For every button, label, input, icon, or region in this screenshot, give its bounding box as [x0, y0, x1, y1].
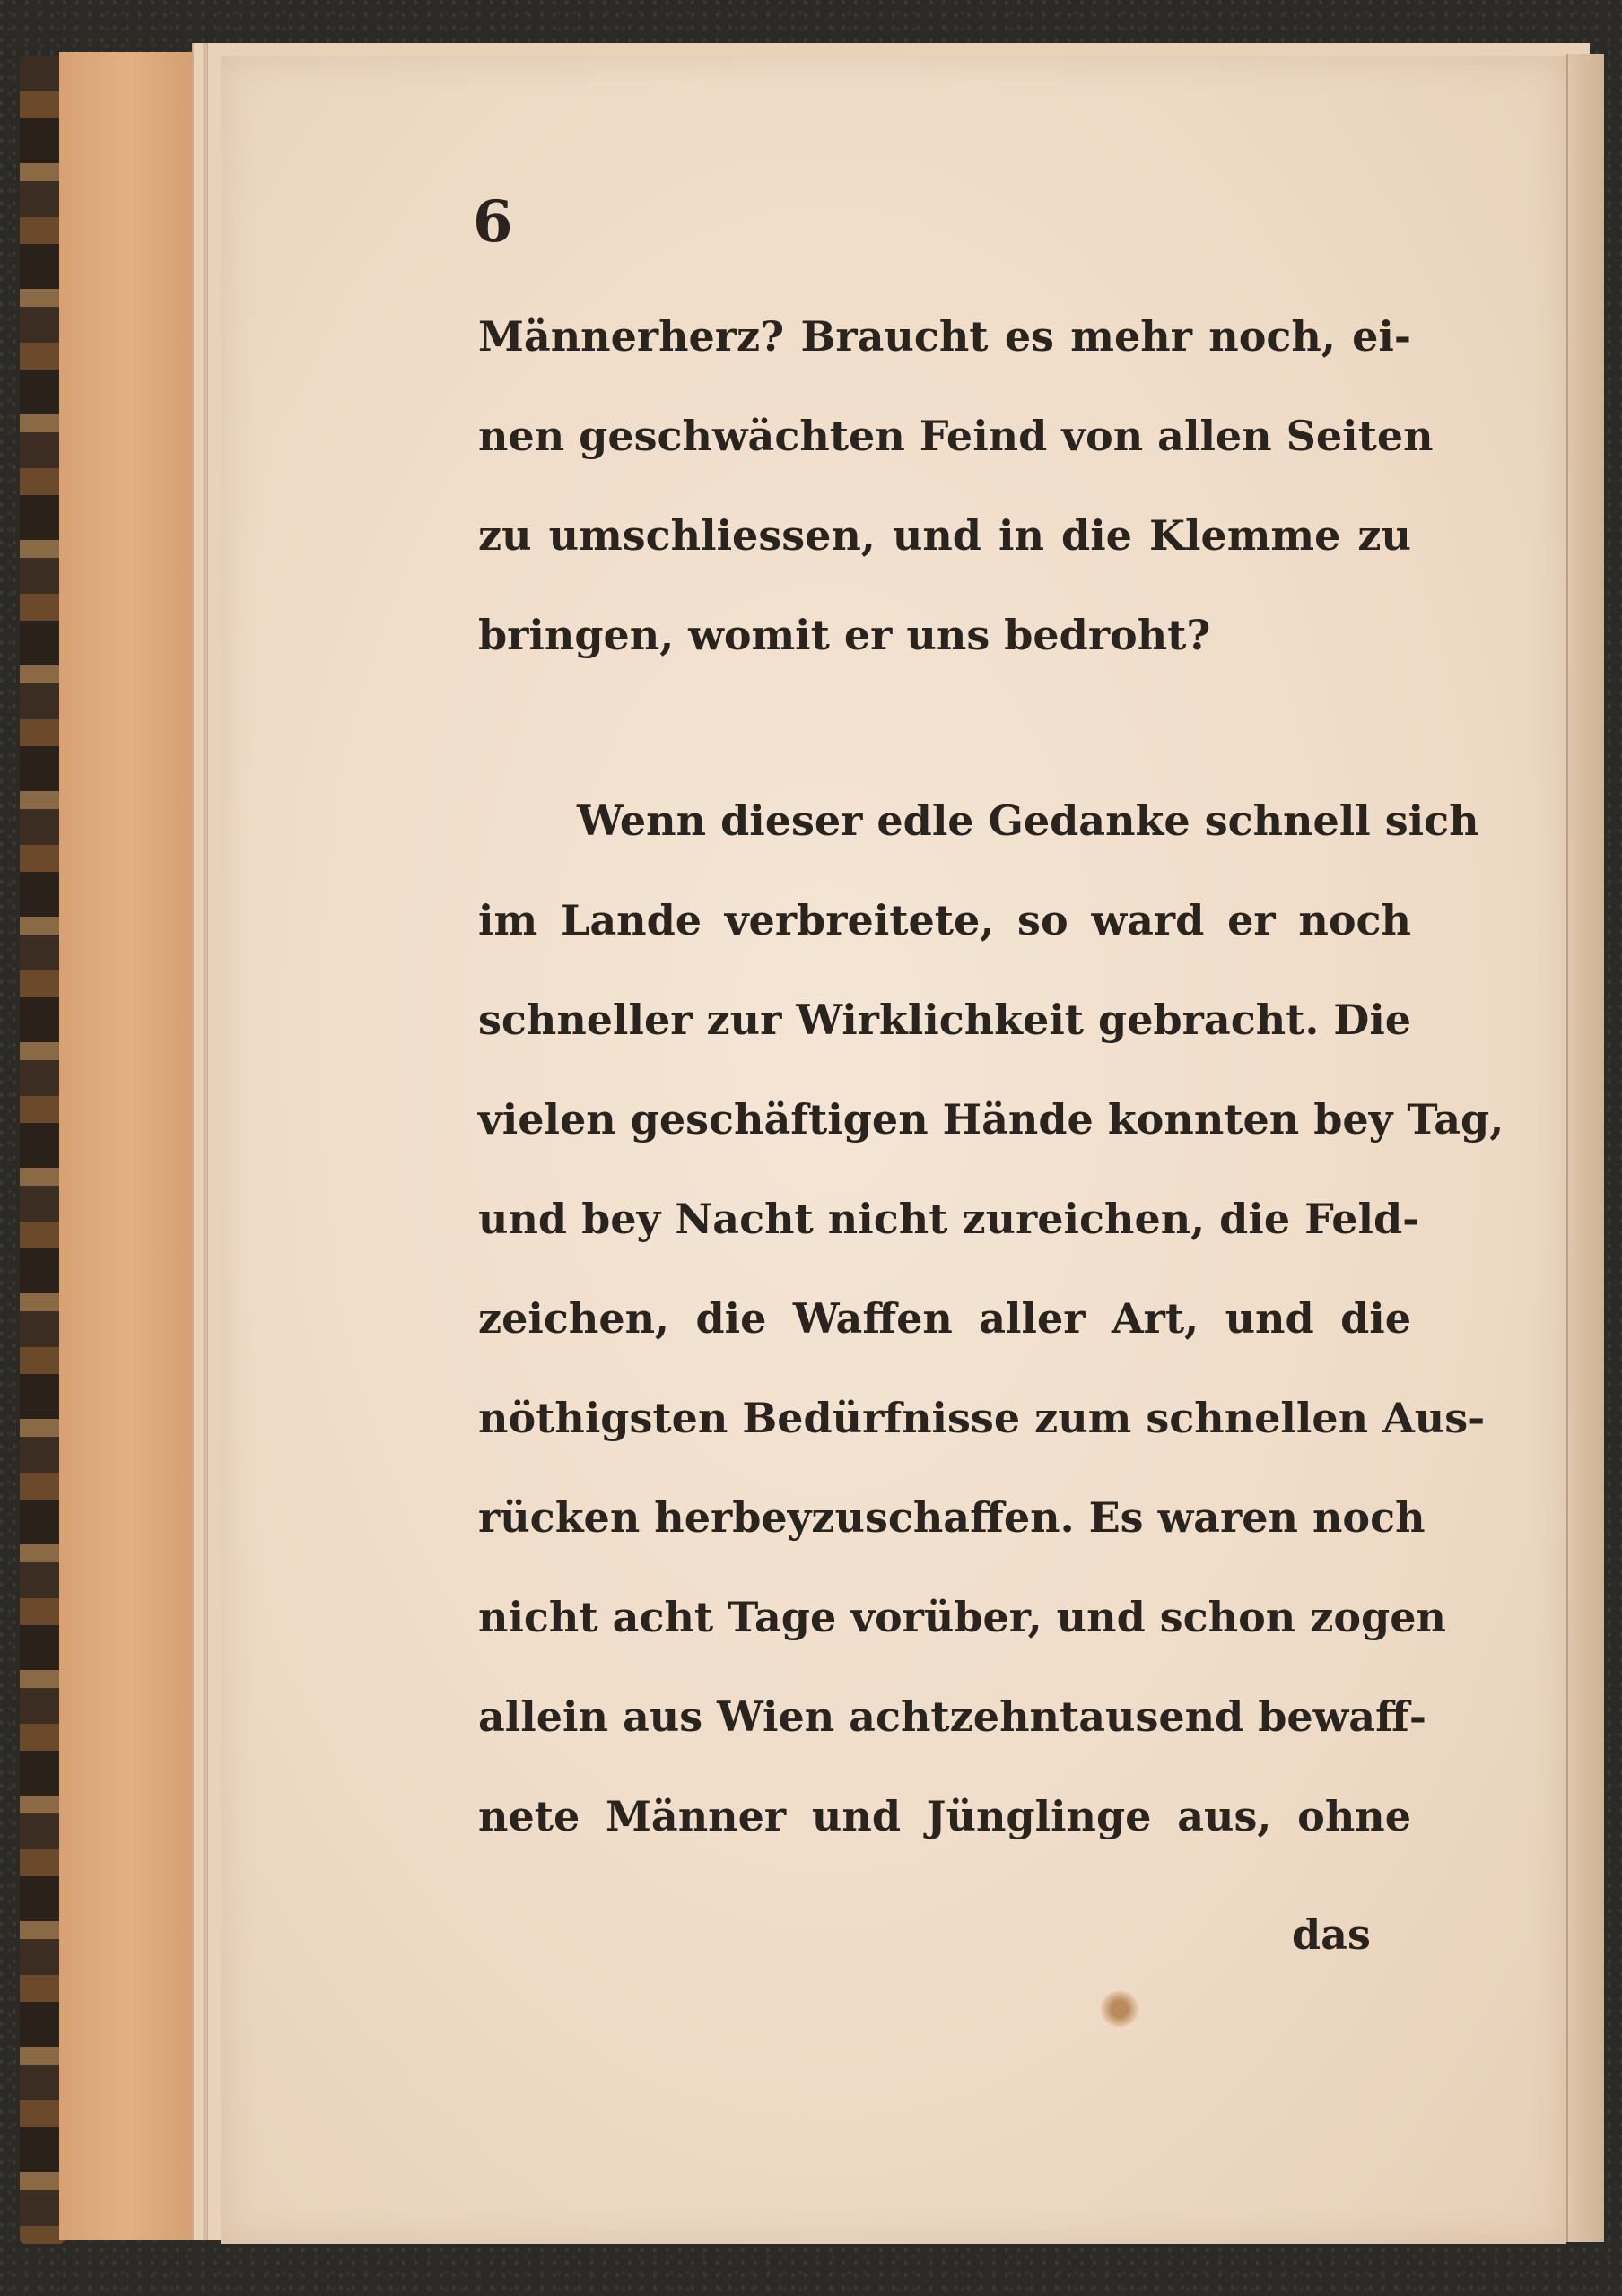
- paragraph-gap: [478, 685, 1411, 771]
- paper-stain: [1100, 1991, 1139, 2027]
- text-line: nicht acht Tage vorüber, und schon zogen: [478, 1593, 1446, 1641]
- text-line: bringen, womit er uns bedroht?: [478, 611, 1211, 659]
- text-line: im Lande verbreitete, so ward er noch: [478, 896, 1411, 944]
- text-line: nen geschwächten Feind von allen Seiten: [478, 412, 1434, 460]
- page-number: 6: [473, 188, 513, 256]
- text-line: Wenn dieser edle Gedanke schnell sich: [577, 796, 1479, 845]
- text-line: vielen geschäftigen Hände konnten bey Tag,: [478, 1095, 1504, 1144]
- text-line: nöthigsten Bedürfnisse zum schnellen Aus-: [478, 1394, 1486, 1442]
- text-line: und bey Nacht nicht zureichen, die Feld-: [478, 1195, 1420, 1243]
- text-line: rücken herbeyzuschaffen. Es waren noch: [478, 1493, 1426, 1542]
- catchword: das: [1292, 1910, 1371, 1959]
- text-line: zeichen, die Waffen aller Art, und die: [478, 1294, 1411, 1343]
- body-text: [478, 287, 1504, 1866]
- text-line: Männerherz? Braucht es mehr noch, ei-: [478, 312, 1411, 361]
- facing-page-edge: [1566, 54, 1604, 2242]
- text-line: schneller zur Wirklichkeit gebracht. Die: [478, 996, 1412, 1044]
- book-spine: [20, 56, 65, 2244]
- text-line: allein aus Wien achtzehntausend bewaff-: [478, 1692, 1426, 1741]
- text-line: zu umschliessen, und in die Klemme zu: [478, 511, 1411, 560]
- text-line: nete Männer und Jünglinge aus, ohne: [478, 1792, 1411, 1840]
